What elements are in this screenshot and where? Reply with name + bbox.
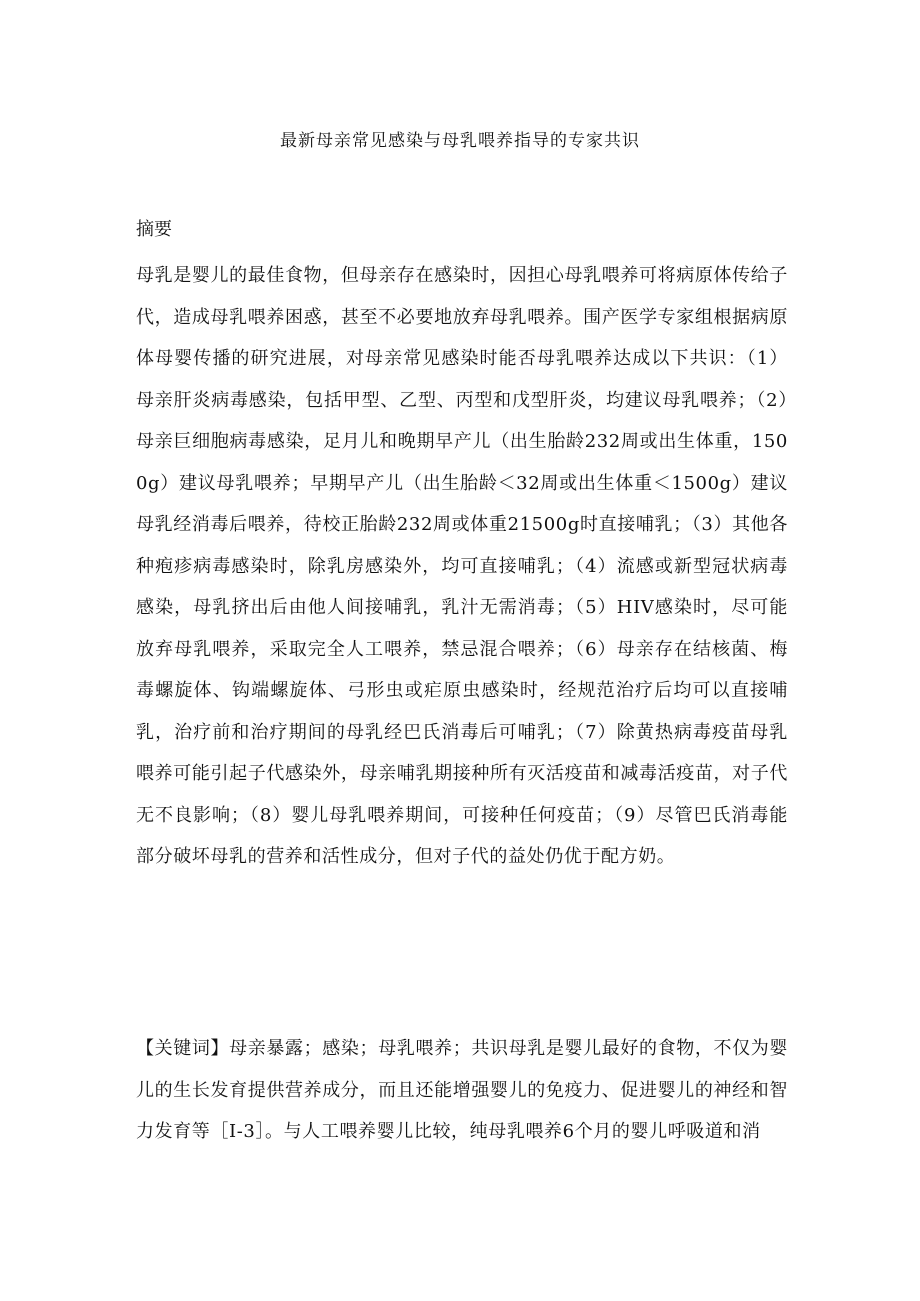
keywords-text: 母亲暴露；感染；母乳喂养；共识母乳是婴儿最好的食物，不仅为婴儿的生长发育提供营养成分，而且还能增强婴儿的免疫力、促进婴儿的神经和智力发育等［I-3］。与人工喂养婴儿比较，纯母乳喂养6个月的婴儿呼吸道和消 — [136, 1038, 789, 1142]
abstract-paragraph: 母乳是婴儿的最佳食物，但母亲存在感染时，因担心母乳喂养可将病原体传给子代，造成母乳喂养困惑，甚至不必要地放弃母乳喂养。围产医学专家组根据病原体母婴传播的研究进展，对母亲常见感染时能否母乳喂养达成以下共识：（1）母亲肝炎病毒感染，包括甲型、乙型、丙型和戊型肝炎，均建议母乳喂养；（2）母亲巨细胞病毒感染，足月儿和晚期早产儿（出生胎龄232周或出生体重，1500g）建议母乳喂养；早期早产儿（出生胎龄＜32周或出生体重＜1500g）建议母乳经消毒后喂养，待校正胎龄232周或体重21500g时直接哺乳；（3）其他各种疱疹病毒感染时，除乳房感染外，均可直接哺乳；（4）流感或新型冠状病毒感染，母乳挤出后由他人间接哺乳，乳汁无需消毒；（5）HIV感染时，尽可能放弃母乳喂养，采取完全人工喂养，禁忌混合喂养；（6）母亲存在结核菌、梅毒螺旋体、钩端螺旋体、弓形虫或疟原虫感染时，经规范治疗后均可以直接哺乳，治疗前和治疗期间的母乳经巴氏消毒后可哺乳；（7）除黄热病毒疫苗母乳喂养可能引起子代感染外，母亲哺乳期接种所有灭活疫苗和减毒活疫苗，对子代无不良影响；（8）婴儿母乳喂养期间，可接种任何疫苗；（9）尽管巴氏消毒能部分破坏母乳的营养和活性成分，但对子代的益处仍优于配方奶。 — [136, 265, 788, 867]
keywords-label: 【关键词】 — [136, 1038, 230, 1059]
document-title: 最新母亲常见感染与母乳喂养指导的专家共识 — [280, 131, 640, 151]
keywords-paragraph — [136, 1028, 788, 1153]
abstract-heading: 摘要 — [136, 219, 172, 240]
